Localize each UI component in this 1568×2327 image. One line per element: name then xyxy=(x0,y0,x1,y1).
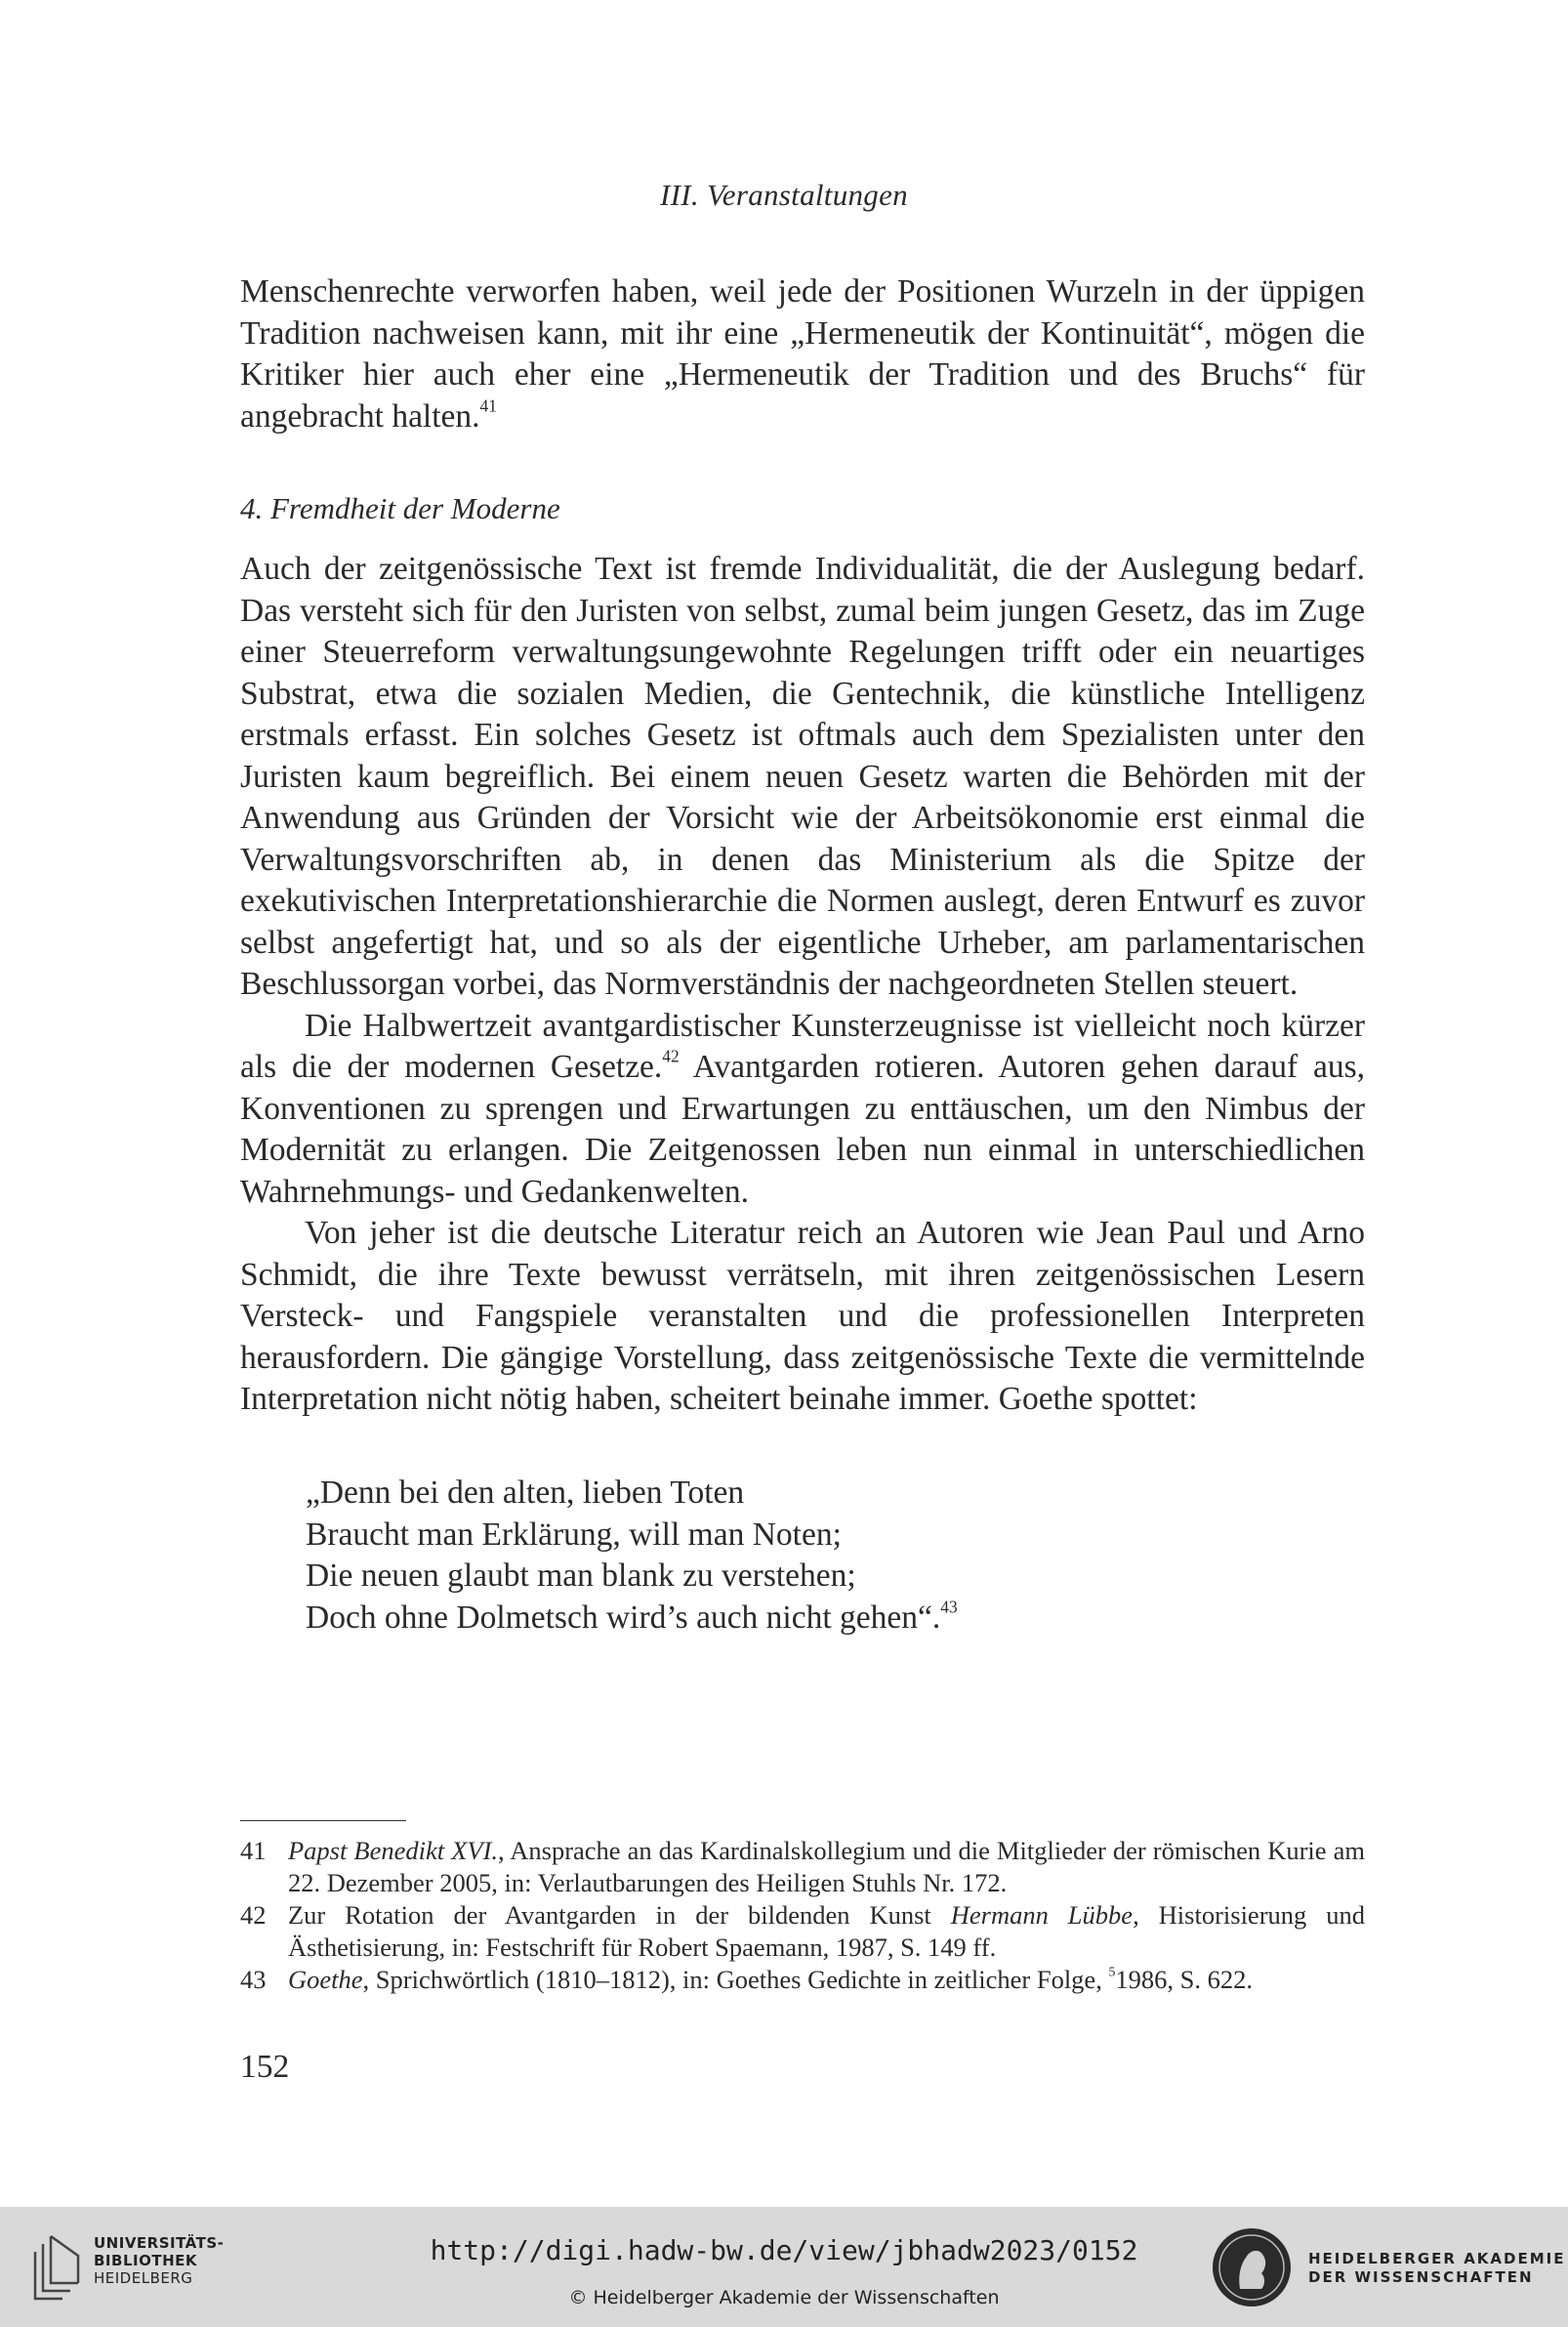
body-text-main xyxy=(240,549,1365,1421)
permalink-url[interactable]: http://digi.hadw-bw.de/view/jbhadw2023/0152 xyxy=(430,2234,1138,2266)
section-heading: 4. Fremdheit der Moderne xyxy=(240,491,560,525)
library-name: UNIVERSITÄTS- BIBLIOTHEK HEIDELBERG xyxy=(94,2234,225,2287)
paragraph: Menschenrechte verworfen haben, weil jede der Positionen Wurzeln in der üppigen Tradition nachweisen kann, mit ihr eine „Hermeneutik der Kontinuität“, mögen die Kritiker hier auch eher eine „Hermeneutik der Tradition und des Bruchs“ für angebracht halten.$^{41}$ xyxy=(240,273,1365,435)
footnote-number: 42 xyxy=(240,1900,267,1930)
footnote-author: Goethe xyxy=(288,1965,363,1994)
running-head: III. Veranstaltungen xyxy=(660,178,908,212)
footnote-number: 41 xyxy=(240,1836,267,1865)
footnote: 42 Zur Rotation der Avantgarden in der bildenden Kunst Hermann Lübbe, Historisierung und Ästhetisierung, in: Festschrift für Robert Spaemann, 1987, S. 149 ff. xyxy=(240,1900,1365,1962)
poem-line: Doch ohne Dolmetsch wird’s auch nicht gehen“.$^{43}$ xyxy=(306,1596,958,1636)
footnote: 41 Papst Benedikt XVI., Ansprache an das Kardinalskollegium und die Mitglieder der römischen Kurie am 22. Dezember 2005, in: Verlautbarungen des Heiligen Stuhls Nr. 172. xyxy=(240,1836,1366,1897)
footnote-ref[interactable]: 43 xyxy=(940,1596,958,1616)
footnote-author: Hermann Lübbe xyxy=(950,1900,1134,1930)
academy-seal-icon[interactable] xyxy=(1211,2226,1293,2308)
footnote-ref[interactable]: 42 xyxy=(662,1046,680,1066)
poem-line: Die neuen glaubt man blank zu verstehen; xyxy=(306,1558,856,1594)
paragraph: Von jeher ist die deutsche Literatur reich an Autoren wie Jean Paul und Arno Schmidt, die ihre Texte bewusst verrätseln, mit ihren zeitgenössischen Lesern Versteck- und Fangspiele veranstalten und die professionellen Interpreten herausfordern. Die gängige Vorstellung, dass zeitgenössische Texte die vermittelnde Interpretation nicht nötig haben, scheitert beinahe immer. Goethe spottet: xyxy=(240,1215,1365,1417)
footnote-ref[interactable]: 41 xyxy=(479,395,497,415)
poem-quote xyxy=(306,1473,958,1639)
page-number: 152 xyxy=(240,2049,290,2085)
footnote-author: Papst Benedikt XVI. xyxy=(288,1836,499,1865)
paragraph: Auch der zeitgenössische Text ist fremde Individualität, die der Auslegung bedarf. Das versteht sich für den Juristen von selbst, zumal beim jungen Gesetz, das im Zuge einer Steuerreform verwaltungsungewohnte Regelungen trifft oder ein neuartiges Substrat, etwa die sozialen Medien, die Gentechnik, die künstliche Intelligenz erstmals erfasst. Ein solches Gesetz ist oftmals auch dem Spezialisten unter den Juristen kaum begreiflich. Bei einem neuen Gesetz warten die Behörden mit der Anwendung aus Gründen der Vorsicht wie der Arbeitsökonomie erst einmal die Verwaltungsvorschriften ab, in denen das Ministerium als die Spitze der exekutivischen Interpretationshierarchie die Normen auslegt, deren Entwurf es zuvor selbst angefertigt hat, und so als der eigentliche Urheber, am parlamentarischen Beschlussorgan vorbei, das Normverständnis der nachgeordneten Stellen steuert. xyxy=(240,551,1365,1002)
copyright-notice: © Heidelberger Akademie der Wissenschaften xyxy=(568,2287,1000,2308)
footnote-divider xyxy=(240,1820,406,1821)
footnote-number: 43 xyxy=(240,1965,267,1994)
poem-line: „Denn bei den alten, lieben Toten xyxy=(306,1475,745,1511)
viewer-footer xyxy=(0,2207,1568,2327)
edition-number: 5 xyxy=(1108,1964,1116,1979)
academy-name: HEIDELBERGER AKADEMIE DER WISSENSCHAFTEN xyxy=(1308,2250,1566,2286)
footnotes xyxy=(240,1835,1365,1996)
paragraph: Die Halbwertzeit avantgardistischer Kunsterzeugnisse ist vielleicht noch kürzer als die der modernen Gesetze.$^{42}$ Avantgarden rotieren. Autoren gehen darauf aus, Konventionen zu sprengen und Erwartungen zu enttäuschen, um den Nimbus der Modernität zu erlangen. Die Zeitgenossen leben nun einmal in unterschiedlichen Wahrnehmungs- und Gedankenwelten. xyxy=(240,1007,1365,1210)
footnote: 43 Goethe, Sprichwörtlich (1810–1812), in: Goethes Gedichte in zeitlicher Folge, $^5$1986, S. 622. xyxy=(240,1964,1253,1994)
body-text-top xyxy=(240,271,1365,437)
poem-line: Braucht man Erklärung, will man Noten; xyxy=(306,1516,842,1553)
